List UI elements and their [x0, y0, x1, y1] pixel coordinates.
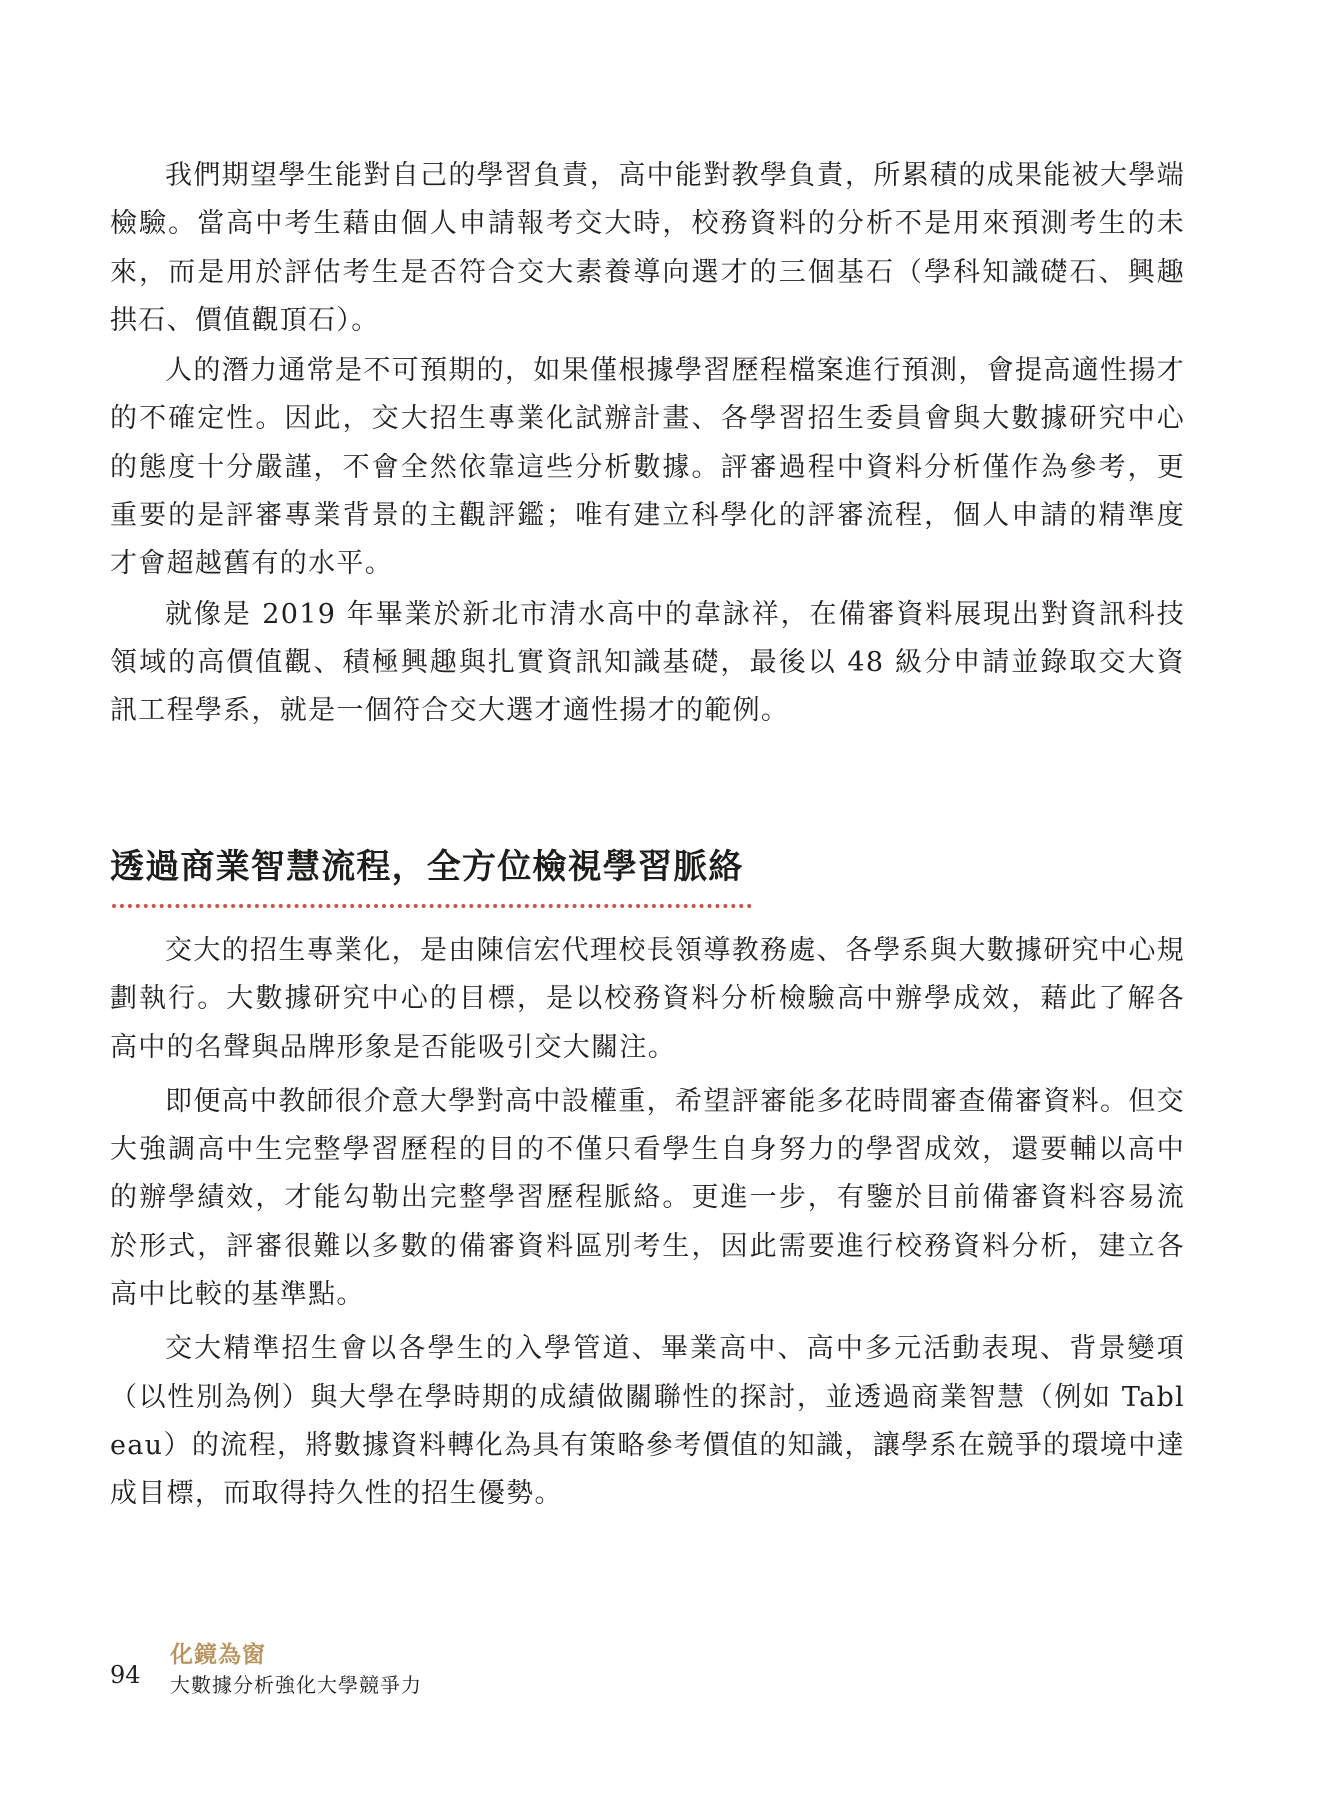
running-book-title: 化鏡為窗 [170, 1642, 266, 1668]
paragraph: 即便高中教師很介意大學對高中設權重，希望評審能多花時間審查備審資料。但交大強調高中生完整學習歷程的目的不僅只看學生自身努力的學習成效，還要輔以高中的辦學績效，才能勾勒出完整學習歷程脈絡。更進一步，有鑒於目前備審資料容易流於形式，評審很難以多數的備審資料區別考生，因此需要進行校務資料分析，建立各高中比較的基準點。 [110, 1085, 1185, 1311]
section-heading: 透過商業智慧流程，全方位檢視學習脈絡 [110, 847, 744, 887]
paragraph: 我們期望學生能對自己的學習負責，高中能對教學負責，所累積的成果能被大學端檢驗。當高中考生藉由個人申請報考交大時，校務資料的分析不是用來預測考生的未來，而是用於評估考生是否符合交大素養導向選才的三個基石（學科知識礎石、興趣拱石、價值觀頂石）。 [110, 160, 1185, 336]
page-number: 94 [110, 1661, 141, 1689]
running-book-subtitle: 大數據分析強化大學競爭力 [170, 1673, 422, 1697]
paragraph: 就像是 2019 年畢業於新北市清水高中的韋詠祥，在備審資料展現出對資訊科技領域的高價值觀、積極興趣與扎實資訊知識基礎，最後以 48 級分申請並錄取交大資訊工程學系，就是一個符合交大選才適性揚才的範例。 [110, 598, 1185, 727]
paragraph: 交大精準招生會以各學生的入學管道、畢業高中、高中多元活動表現、背景變項（以性別為例）與大學在學時期的成績做關聯性的探討，並透過商業智慧（例如 Tableau）的流程，將數據資料轉化為具有策略參考價值的知識，讓學系在競爭的環境中達成目標，而取得持久性的招生優勢。 [110, 1333, 1185, 1510]
body-text-section [110, 927, 1185, 1525]
paragraph: 交大的招生專業化，是由陳信宏代理校長領導教務處、各學系與大數據研究中心規劃執行。大數據研究中心的目標，是以校務資料分析檢驗高中辦學成效，藉此了解各高中的名聲與品牌形象是否能吸引交大關注。 [110, 935, 1185, 1063]
paragraph: 人的潛力通常是不可預期的，如果僅根據學習歷程檔案進行預測，會提高適性揚才的不確定性。因此，交大招生專業化試辦計畫、各學習招生委員會與大數據研究中心的態度十分嚴謹，不會全然依靠這些分析數據。評審過程中資料分析僅作為參考，更重要的是評審專業背景的主觀評鑑；唯有建立科學化的評審流程，個人申請的精準度才會超越舊有的水平。 [110, 355, 1185, 580]
heading-dotted-underline [112, 904, 752, 908]
body-text-top [110, 152, 1185, 738]
